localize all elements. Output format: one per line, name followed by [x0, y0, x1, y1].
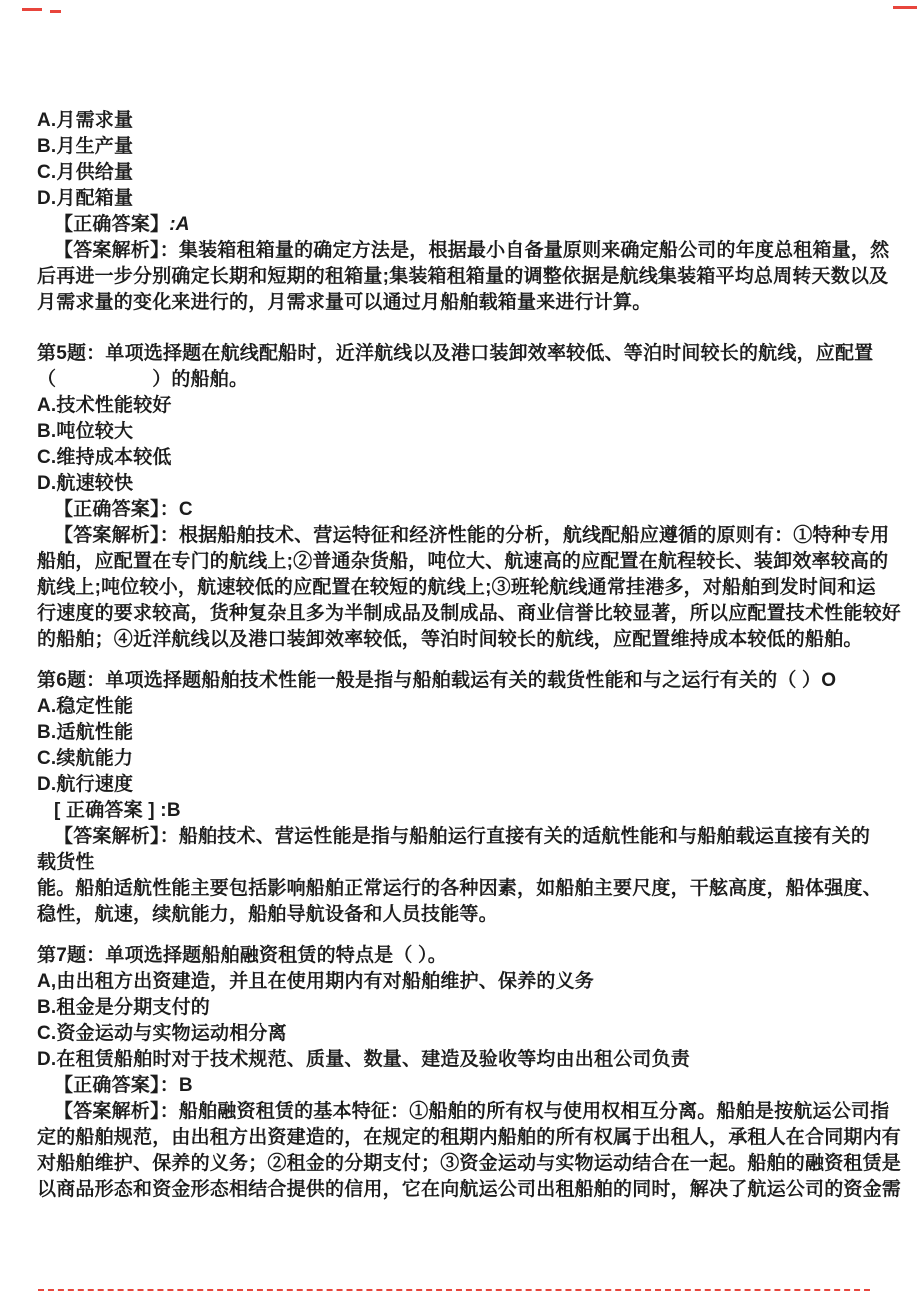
option-a: A.月需求量	[37, 110, 134, 131]
option-a: A.技术性能较好	[37, 395, 172, 416]
analysis-line: 【答案解析】：船舶融资租赁的基本特征：①船舶的所有权与使用权相互分离。船舶是按航运公司指	[54, 1101, 890, 1122]
analysis-line: 稳性，航速，续航能力，船舶导航设备和人员技能等。	[37, 904, 498, 925]
red-dashed-bottom-line	[38, 1289, 870, 1291]
analysis-line: 以商品形态和资金形态相结合提供的信用，它在向航运公司出租船舶的同时，解决了航运公司的资金需	[37, 1179, 902, 1200]
question-4-block	[37, 108, 892, 316]
analysis-line: 后再进一步分别确定长期和短期的租箱量;集装箱租箱量的调整依据是航线集装箱平均总周转天数以及	[37, 266, 889, 287]
analysis-line: 航线上;吨位较小，航速较低的应配置在较短的航线上;③班轮航线通常挂港多，对船舶到发时间和运	[37, 577, 876, 598]
option-b: B.吨位较大	[37, 421, 134, 442]
correct-answer-value: :B	[154, 800, 181, 821]
option-c: C.维持成本较低	[37, 447, 172, 468]
question-6-block	[37, 668, 892, 928]
analysis-line: 月需求量的变化来进行的，月需求量可以通过月船舶载箱量来进行计算。	[37, 292, 652, 313]
question-title-line: 第6题：单项选择题船舶技术性能一般是指与船舶载运有关的载货性能和与之运行有关的（ ）O	[37, 670, 837, 691]
analysis-line: 【答案解析】：船舶技术、营运性能是指与船舶运行直接有关的适航性能和与船舶载运直接有关的	[54, 826, 871, 847]
correct-answer-line	[37, 212, 892, 238]
option-d: D.月配箱量	[37, 188, 134, 209]
option-b: B.租金是分期支付的	[37, 997, 211, 1018]
analysis-line: 船舶，应配置在专门的航线上;②普通杂货船，吨位大、航速高的应配置在航程较长、装卸效率较高的	[37, 551, 889, 572]
analysis-line: 对船舶维护、保养的义务；②租金的分期支付；③资金运动与实物运动结合在一起。船舶的融资租赁是	[37, 1153, 902, 1174]
option-c: C.资金运动与实物运动相分离	[37, 1023, 287, 1044]
correct-answer-value: :A	[169, 214, 190, 235]
option-d: D.航速较快	[37, 473, 134, 494]
analysis-line: 行速度的要求较高，货种复杂且多为半制成品及制成品、商业信誉比较显著，所以应配置技术性能较好	[37, 603, 902, 624]
option-b: B.月生产量	[37, 136, 134, 157]
question-title-line: 第5题：单项选择题在航线配船时，近洋航线以及港口装卸效率较低、等泊时间较长的航线，应配置	[37, 343, 874, 364]
correct-answer-label: 【正确答案】	[54, 1075, 160, 1096]
analysis-line: 【答案解析】：根据船舶技术、营运特征和经济性能的分析，航线配船应遵循的原则有：①特种专用	[54, 525, 890, 546]
analysis-line: 能。船舶适航性能主要包括影响船舶正常运行的各种因素，如船舶主要尺度，干舷高度，船体强度、	[37, 878, 882, 899]
analysis-line: 定的船舶规范，由出租方出资建造的，在规定的租期内船舶的所有权属于出租人，承租人在合同期内有	[37, 1127, 902, 1148]
correct-answer-label: 【正确答案】	[54, 214, 170, 235]
correct-answer-line	[37, 1073, 892, 1099]
question-7-block	[37, 943, 902, 1203]
option-a: A.稳定性能	[37, 696, 134, 717]
correct-answer-label: 【正确答案】	[54, 499, 160, 520]
option-c: C.月供给量	[37, 162, 134, 183]
analysis-line: 的船舶；④近洋航线以及港口装卸效率较低，等泊时间较长的航线，应配置维持成本较低的船舶。	[37, 629, 863, 650]
option-d: D.在租赁船舶时对于技术规范、质量、数量、建造及验收等均由出租公司负责	[37, 1049, 691, 1070]
correct-answer-line	[37, 497, 892, 523]
correct-answer-value: ：C	[159, 499, 193, 520]
option-c: C.续航能力	[37, 748, 134, 769]
option-d: D.航行速度	[37, 774, 134, 795]
question-title-line: 第7题：单项选择题船舶融资租赁的特点是（ ）。	[37, 945, 447, 966]
analysis-line: 【答案解析】：集装箱租箱量的确定方法是，根据最小自备量原则来确定船公司的年度总租箱量，然	[54, 240, 890, 261]
option-a: A,由出租方出资建造，并且在使用期内有对船舶维护、保养的义务	[37, 971, 595, 992]
question-title-line: （ ）的船舶。	[37, 369, 249, 390]
option-b: B.适航性能	[37, 722, 134, 743]
correct-answer-label: [ 正确答案 ]	[54, 800, 155, 821]
analysis-line: 载货性	[37, 852, 95, 873]
question-5-block	[37, 341, 902, 653]
correct-answer-line	[37, 798, 892, 824]
correct-answer-value: ：B	[159, 1075, 193, 1096]
